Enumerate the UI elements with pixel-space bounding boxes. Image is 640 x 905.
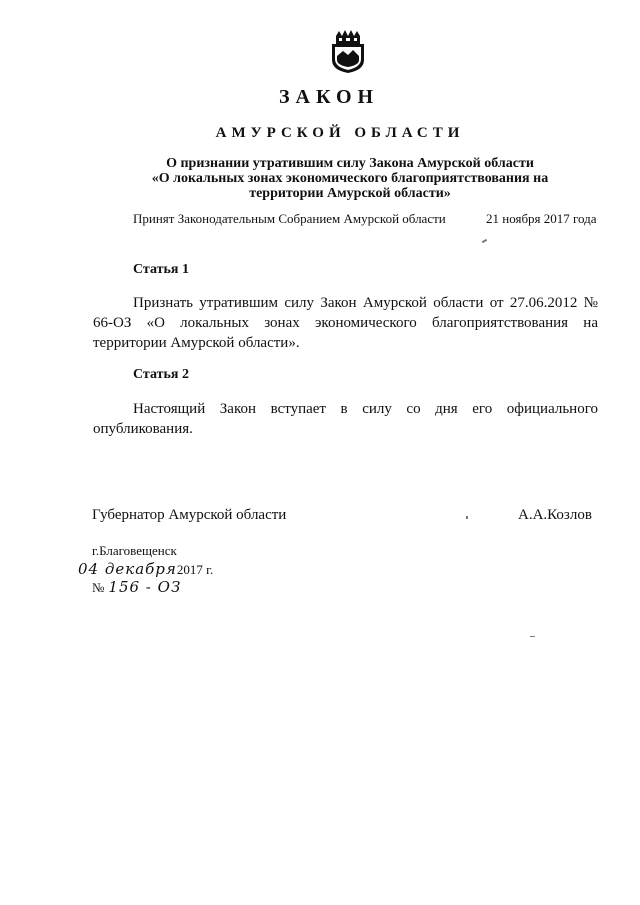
region-title: АМУРСКОЙ ОБЛАСТИ	[215, 125, 465, 141]
subject-line: «О локальных зонах экономического благоприятствования на	[151, 171, 549, 186]
signatory-position: Губернатор Амурской области	[92, 507, 287, 523]
law-number	[92, 578, 181, 596]
issue-date	[78, 560, 213, 578]
article-2-heading: Статья 2	[133, 367, 189, 382]
law-subject	[132, 156, 568, 201]
scan-speck	[482, 239, 487, 243]
adoption-date: 21 ноября 2017 года	[486, 211, 597, 226]
coat-of-arms-icon	[329, 30, 367, 74]
article-1-heading: Статья 1	[133, 262, 189, 277]
article-1-text: Признать утратившим силу Закон Амурской области от 27.06.2012 № 66-ОЗ «О локальных зонах экономического благоприятствования на территории Амурской области».	[93, 295, 598, 351]
scan-speck	[530, 636, 535, 637]
subject-line: О признании утратившим силу Закона Амурской области	[166, 156, 534, 171]
adoption-text: Принят Законодательным Собранием Амурской области	[133, 211, 446, 226]
issue-city: г.Благовещенск	[92, 543, 177, 558]
scan-speck	[466, 516, 468, 519]
handwritten-number: 156 - ОЗ	[108, 578, 182, 596]
date-year: 2017 г.	[176, 562, 214, 577]
handwritten-date: 04 декабря	[78, 560, 177, 578]
number-sign: №	[92, 580, 105, 595]
signatory-name: А.А.Козлов	[518, 507, 592, 523]
subject-line: территории Амурской области»	[249, 186, 451, 201]
article-2-text: Настоящий Закон вступает в силу со дня его официального опубликования.	[93, 401, 598, 437]
document-title: ЗАКОН	[278, 86, 380, 108]
